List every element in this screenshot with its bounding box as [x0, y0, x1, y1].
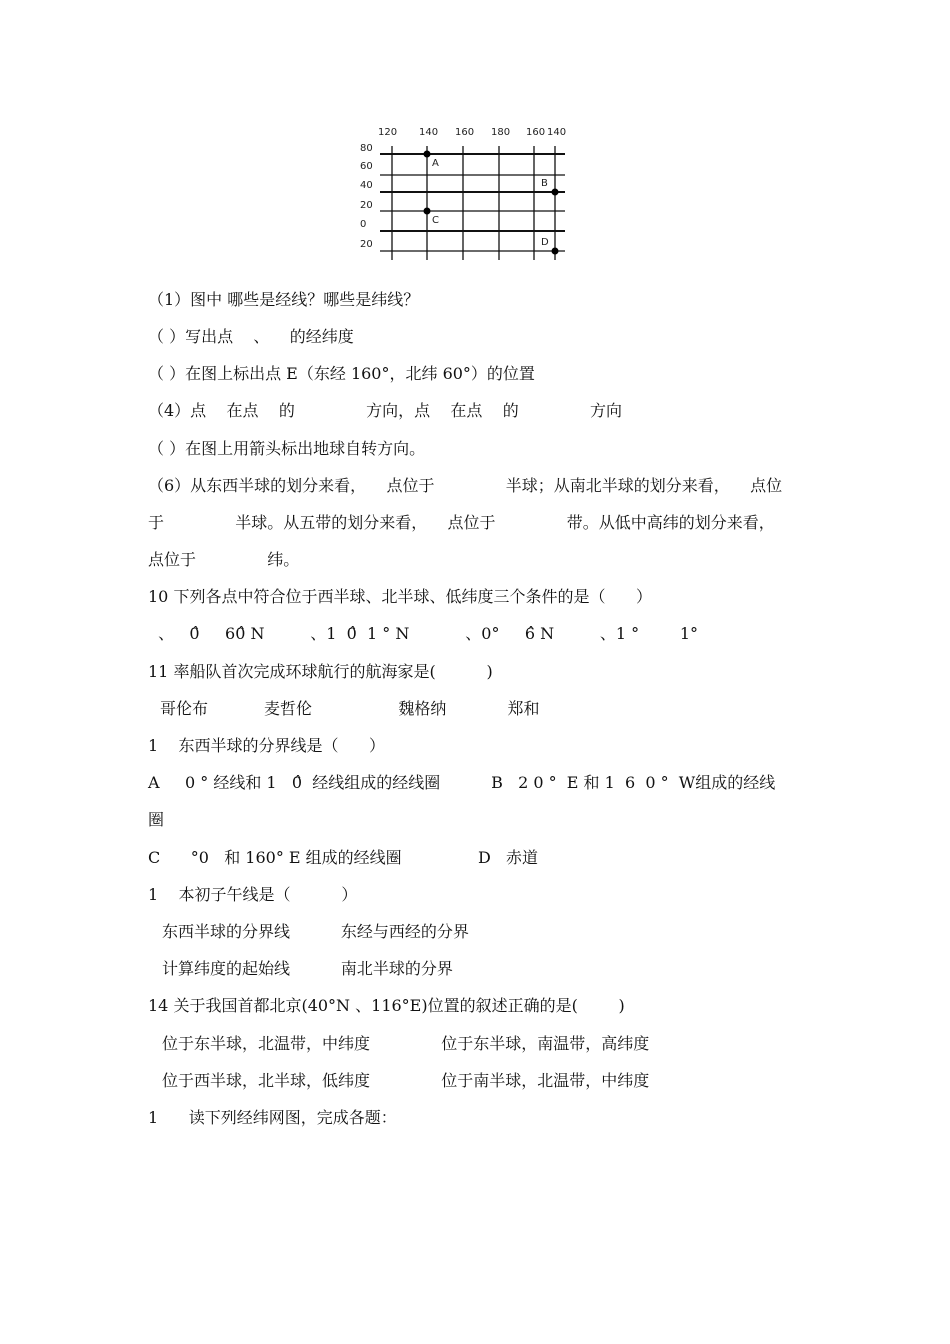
longitude-label: 140	[547, 127, 567, 138]
text-line: 点位于 纬。	[148, 550, 300, 569]
longitude-label: 160	[526, 127, 546, 138]
latitude-label: 20	[360, 239, 373, 250]
latitude-label: 20	[360, 200, 373, 211]
longitude-label: 160	[455, 127, 475, 138]
point-marker	[424, 208, 431, 215]
text-line: 1 读下列经纬网图，完成各题：	[148, 1108, 397, 1127]
latitude-label: 40	[360, 180, 373, 191]
text-line: 10 下列各点中符合位于西半球、北半球、低纬度三个条件的是（ ）	[148, 587, 652, 606]
text-line: C °0 和 160° E 组成的经线圈 D 赤道	[148, 848, 539, 867]
text-line: 于 半球。从五带的划分来看， 点位于 带。从低中高纬的划分来看，	[148, 513, 775, 532]
point-marker	[552, 189, 559, 196]
lat-lon-grid	[350, 118, 580, 268]
text-line: 1 本初子午线是（ ）	[148, 885, 358, 904]
text-line: （4）点 在点 的 方向，点 在点 的 方向	[148, 401, 622, 420]
point-label: B	[541, 178, 548, 189]
point-marker	[552, 248, 559, 255]
text-line: 1 东西半球的分界线是（ ）	[148, 736, 386, 755]
latitude-label: 0	[360, 219, 367, 230]
text-line: （6）从东西半球的划分来看， 点位于 半球；从南北半球的划分来看， 点位	[148, 476, 783, 495]
text-line: A 0 ° 经线和 1 0̂ 经线组成的经线圈 B 2 0 ° E 和 1 6 0 ° W组成的经线	[148, 773, 776, 792]
longitude-label: 180	[491, 127, 511, 138]
latitude-label: 80	[360, 143, 373, 154]
point-marker	[424, 151, 431, 158]
text-line: （ ）在图上标出点 E（东经 160°，北纬 60°）的位置	[148, 364, 535, 383]
point-label: C	[432, 215, 439, 226]
point-label: D	[541, 237, 549, 248]
text-line: 东西半球的分界线 东经与西经的分界	[162, 922, 469, 941]
text-line: （ ）在图上用箭头标出地球自转方向。	[148, 439, 426, 458]
longitude-label: 120	[378, 127, 398, 138]
text-line: （1）图中 哪些是经线？哪些是纬线？	[148, 290, 420, 309]
point-label: A	[432, 158, 439, 169]
text-line: 位于西半球，北半球，低纬度 位于南半球，北温带，中纬度	[162, 1071, 650, 1090]
text-line: 11 率船队首次完成环球航行的航海家是( )	[148, 662, 493, 681]
text-line: （ ）写出点 、 的经纬度	[148, 327, 354, 346]
longitude-label: 140	[419, 127, 439, 138]
text-line: 圈	[148, 810, 165, 829]
latitude-label: 60	[360, 161, 373, 172]
text-line: 14 关于我国首都北京(40°N 、116°E)位置的叙述正确的是( )	[148, 996, 625, 1015]
lat-lon-grid-figure	[350, 118, 580, 268]
text-line: 、 0̂ 60̂ N 、1 0̂ 1 ° N 、0° 6̂ N 、1 ° 1°	[148, 624, 699, 643]
text-line: 计算纬度的起始线 南北半球的分界	[162, 959, 453, 978]
text-line: 哥伦布 麦哲伦 魏格纳 郑和	[160, 699, 540, 718]
text-line: 位于东半球，北温带，中纬度 位于东半球，南温带，高纬度	[162, 1034, 650, 1053]
